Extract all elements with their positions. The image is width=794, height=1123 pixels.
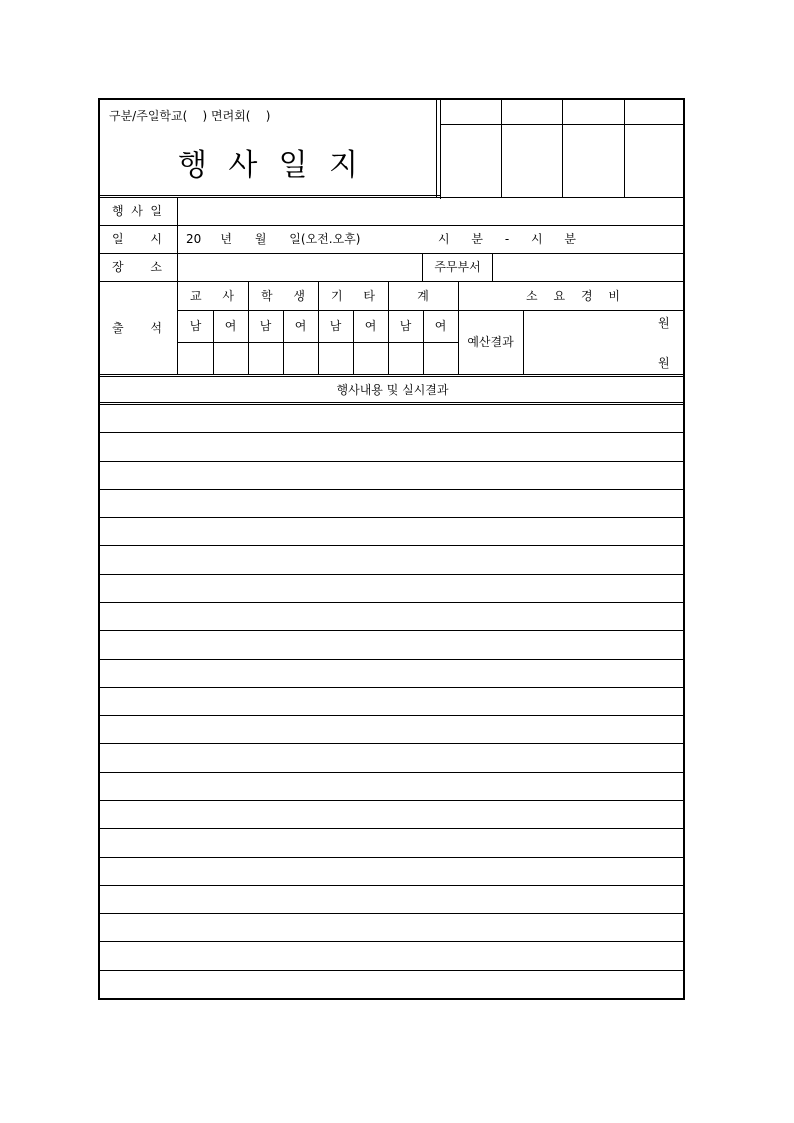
writing-line (100, 743, 685, 744)
label-char: 일 (150, 204, 162, 218)
label-column-divider (177, 197, 178, 374)
group-other (331, 289, 375, 303)
row-line (100, 281, 685, 282)
label-char: 시 (150, 232, 162, 246)
writing-line (100, 828, 685, 829)
cell-divider (492, 253, 493, 281)
page-title (178, 148, 358, 184)
writing-line (100, 517, 685, 518)
time-char: 분 (564, 232, 576, 246)
dept-label: 주무부서 (434, 260, 481, 274)
row-line (100, 197, 685, 198)
group-char: 학 (261, 289, 273, 303)
label-char: 출 (112, 321, 124, 335)
row-line (100, 404, 685, 405)
content-header: 행사내용 및 실시결과 (336, 383, 449, 397)
budget-label: 예산결과 (467, 335, 514, 349)
row-line (100, 374, 685, 375)
title-char: 지 (328, 148, 358, 183)
writing-line (100, 659, 685, 660)
male-label: 남 (399, 319, 412, 333)
writing-line (100, 715, 685, 716)
female-label: 여 (224, 319, 237, 333)
row-line (177, 310, 685, 311)
writing-line (100, 857, 685, 858)
group-char: 사 (222, 289, 234, 303)
place-label (112, 260, 162, 274)
writing-line (100, 630, 685, 631)
writing-line (100, 970, 685, 971)
group-char: 교 (190, 289, 202, 303)
title-char: 사 (228, 148, 258, 183)
time-char: 시 (438, 232, 450, 246)
writing-line (100, 432, 685, 433)
writing-line (100, 772, 685, 773)
label-char: 일 (112, 232, 124, 246)
row-line (100, 376, 685, 377)
writing-line (100, 800, 685, 801)
title-char: 일 (278, 148, 308, 183)
male-label: 남 (189, 319, 202, 333)
group-char: 생 (293, 289, 305, 303)
female-label: 여 (364, 319, 377, 333)
expense-char: 비 (608, 289, 620, 303)
category-line: 구분/주일학교( ) 면려회( ) (109, 109, 271, 123)
time-char: 분 (471, 232, 483, 246)
expense-header (526, 289, 620, 303)
cell-divider (458, 281, 459, 374)
row-line (100, 402, 685, 403)
time-char: 시 (530, 232, 543, 246)
row-line (100, 253, 685, 254)
datetime-value: 20 년 월 일(오전.오후) (186, 232, 361, 246)
header-bottom-inner (100, 195, 440, 196)
writing-line (100, 574, 685, 575)
expense-char: 요 (553, 289, 566, 303)
writing-line (100, 913, 685, 914)
cell-divider (523, 310, 524, 374)
row-line (100, 225, 685, 226)
label-char: 행 (112, 204, 124, 218)
writing-line (100, 885, 685, 886)
writing-line (100, 941, 685, 942)
title-char: 행 (178, 148, 207, 183)
male-label: 남 (259, 319, 272, 333)
won-unit: 원 (658, 316, 670, 330)
label-char: 장 (112, 260, 124, 274)
group-char: 타 (363, 289, 375, 303)
male-label: 남 (329, 319, 342, 333)
expense-char: 경 (580, 289, 593, 303)
writing-line (100, 545, 685, 546)
header-divider (436, 100, 437, 197)
group-teacher (190, 289, 234, 303)
won-unit: 원 (658, 356, 670, 370)
expense-char: 소 (526, 289, 538, 303)
header-divider-outer (440, 100, 441, 199)
label-char: 사 (131, 204, 143, 218)
female-label: 여 (434, 319, 447, 333)
group-char: 기 (331, 289, 343, 303)
attendance-label (112, 321, 162, 335)
writing-line (100, 461, 685, 462)
datetime-label (112, 232, 162, 246)
approval-grid-line (624, 100, 625, 197)
time-range (438, 232, 576, 246)
label-char: 석 (150, 321, 162, 335)
time-char: - (504, 232, 510, 246)
female-label: 여 (294, 319, 307, 333)
writing-line (100, 489, 685, 490)
event-log-form (98, 98, 685, 1000)
group-student (261, 289, 305, 303)
label-char: 소 (150, 260, 162, 274)
writing-line (100, 687, 685, 688)
group-total: 계 (417, 289, 429, 303)
approval-grid-line (501, 100, 502, 197)
writing-line (100, 602, 685, 603)
approval-grid-line (562, 100, 563, 197)
event-name-label (112, 204, 162, 218)
